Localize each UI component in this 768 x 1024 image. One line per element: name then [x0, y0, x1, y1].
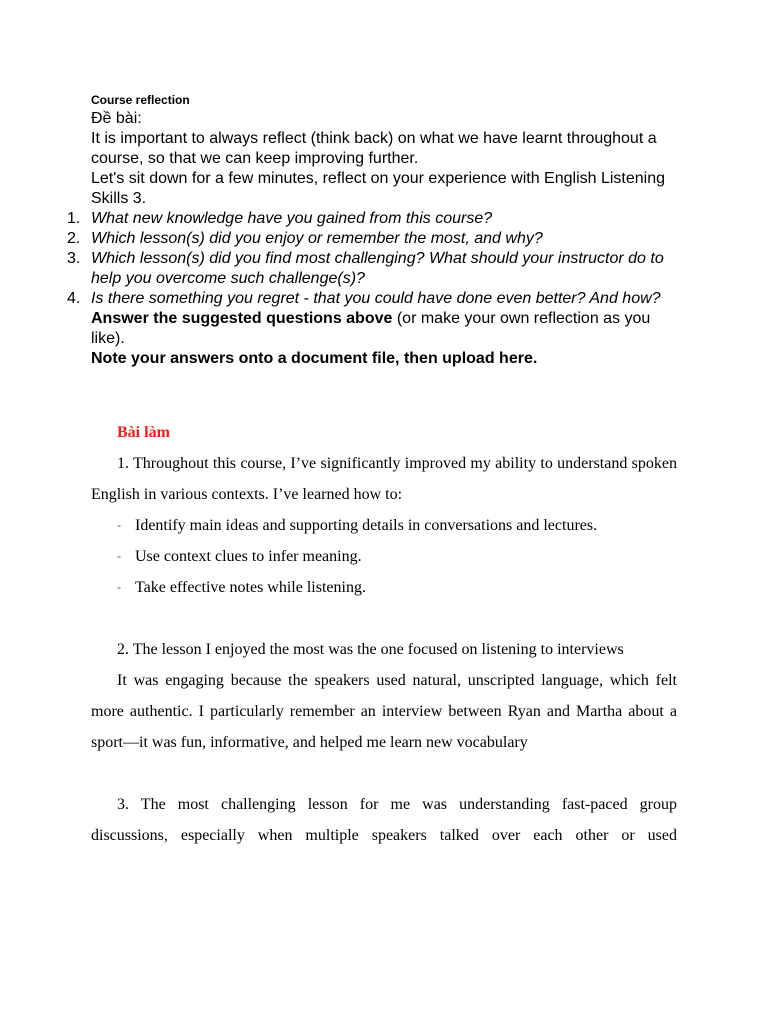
document-title: Course reflection	[91, 93, 190, 107]
bullet-text: Use context clues to infer meaning.	[135, 548, 362, 565]
bullet-text: Identify main ideas and supporting details in conversations and lectures.	[135, 517, 598, 534]
bullet-marker: -	[117, 518, 121, 532]
instruction-rest: (or make your own reflection as you like).	[91, 310, 651, 347]
question-text: Is there something you regret - that you could have done even better? And how?	[91, 290, 661, 307]
paragraph-gap	[91, 758, 677, 789]
task-intro-2: Let's sit down for a few minutes, reflect on your experience with English Listening Skills 3.	[91, 170, 666, 207]
task-section	[67, 109, 681, 369]
question-item	[67, 249, 681, 289]
question-item	[67, 209, 681, 229]
question-number: 2.	[67, 230, 81, 247]
answer-1: 1. Throughout this course, I’ve significantly improved my ability to understand spoken English in various contexts. I’ve learned how to:	[91, 455, 677, 503]
answer-title: Bài làm	[117, 424, 170, 441]
question-text: Which lesson(s) did you enjoy or remember the most, and why?	[91, 230, 543, 247]
question-item	[67, 289, 681, 309]
answer-2-line-2: It was engaging because the speakers used natural, unscripted language, which felt more authentic. I particularly remember an interview between Ryan and Martha about a sport—it was fun, informative, and helped me learn new vocabulary	[91, 672, 677, 751]
upload-note: Note your answers onto a document file, then upload here.	[91, 350, 538, 367]
bullet-marker: -	[117, 580, 121, 594]
question-text: What new knowledge have you gained from this course?	[91, 210, 493, 227]
paragraph-gap	[91, 603, 677, 634]
question-item	[67, 229, 681, 249]
bullet-item	[91, 541, 677, 572]
answer-2-line-1: 2. The lesson I enjoyed the most was the one focused on listening to interviews	[117, 641, 624, 658]
bullet-item	[91, 572, 677, 603]
answer-1-bullets	[91, 510, 677, 603]
question-number: 1.	[67, 210, 81, 227]
question-text: Which lesson(s) did you find most challenging? What should your instructor do to help you overcome such challenge(s)?	[91, 250, 664, 287]
answer-3: 3. The most challenging lesson for me was understanding fast-paced group discussions, especially when multiple speakers talked over each other or used	[91, 796, 677, 844]
question-number: 3.	[67, 250, 81, 267]
question-number: 4.	[67, 290, 81, 307]
answer-section	[91, 417, 677, 851]
task-label: Đề bài:	[91, 110, 142, 127]
instruction-bold: Answer the suggested questions above	[91, 310, 393, 327]
question-list	[67, 209, 681, 309]
bullet-text: Take effective notes while listening.	[135, 579, 366, 596]
bullet-item	[91, 510, 677, 541]
instruction	[91, 309, 681, 349]
bullet-marker: -	[117, 549, 121, 563]
task-intro-1: It is important to always reflect (think back) on what we have learnt throughout a course, so that we can keep improving further.	[91, 130, 657, 167]
